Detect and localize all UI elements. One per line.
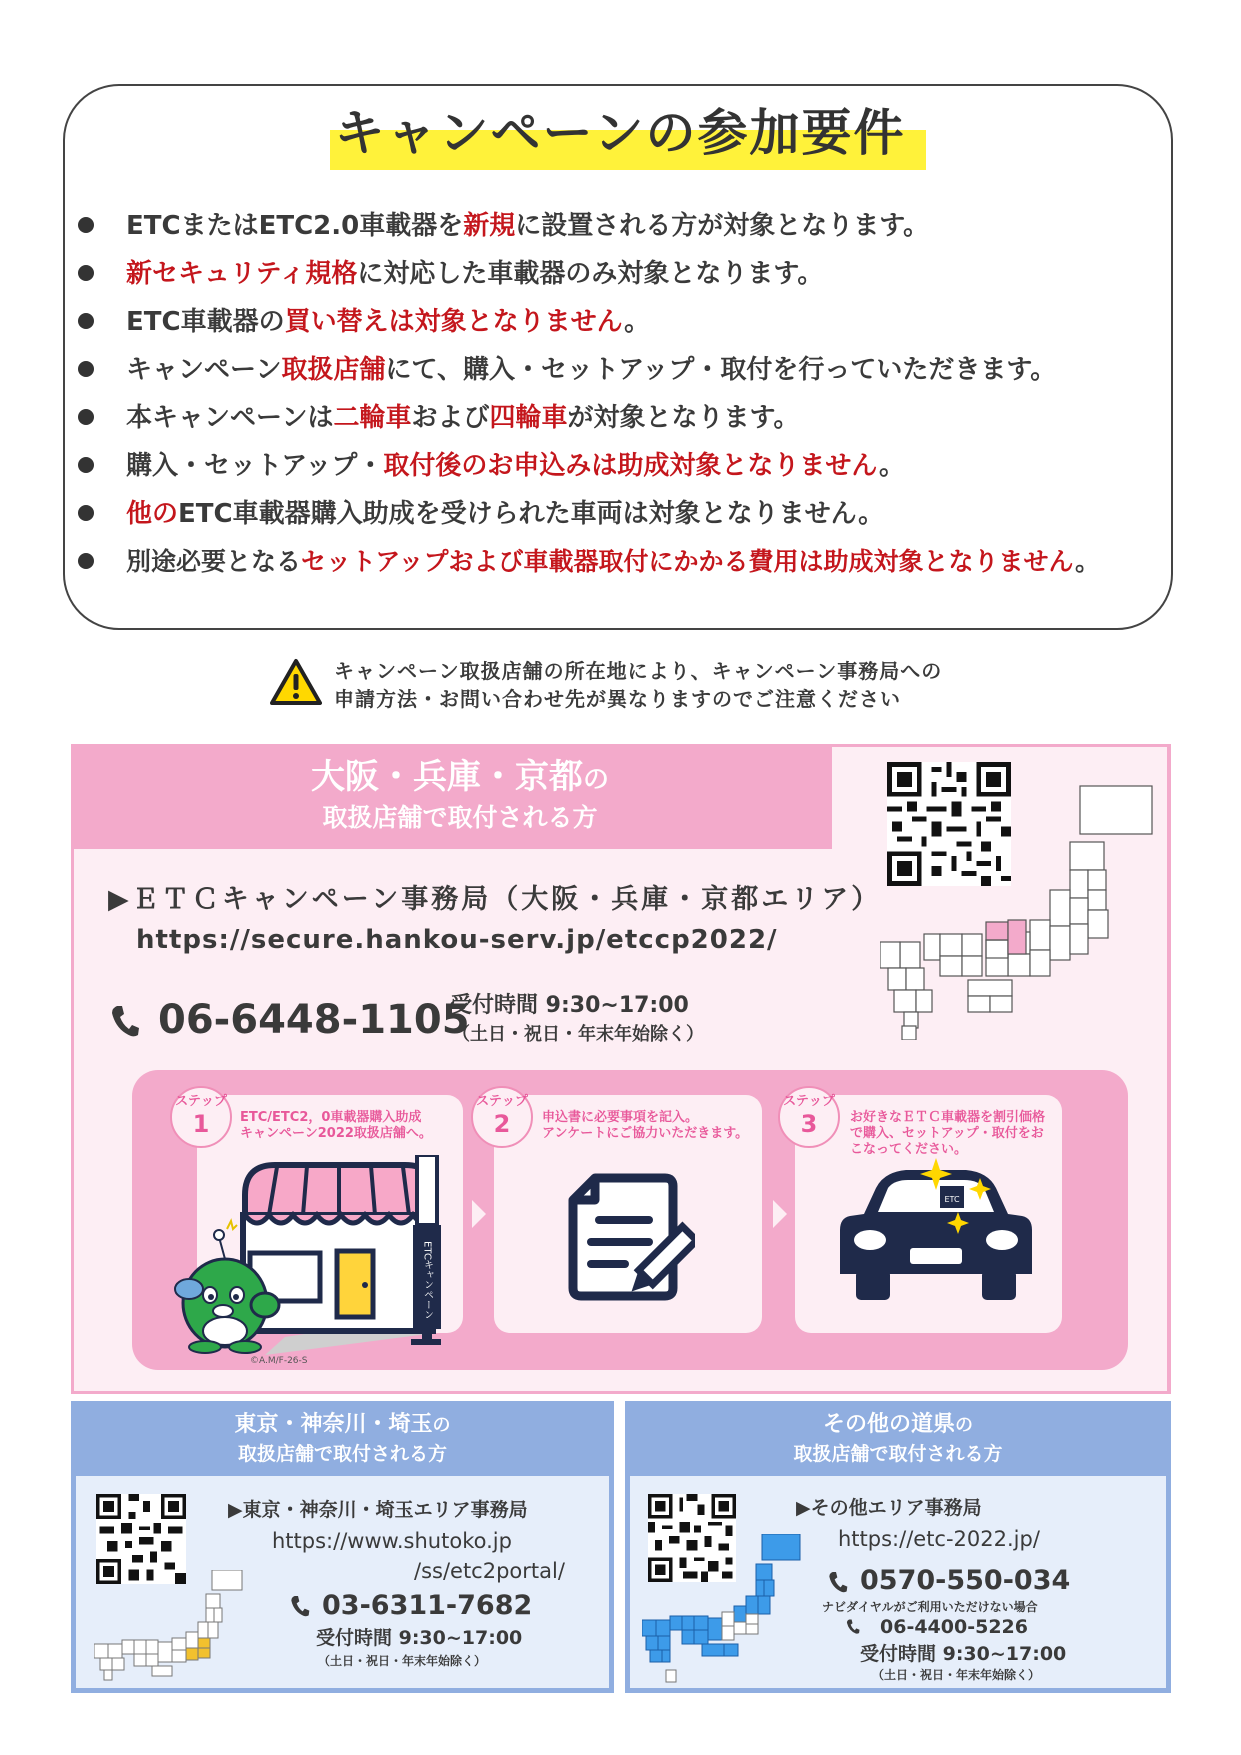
step-badge-3: ステップ 3 bbox=[778, 1086, 840, 1148]
car-illustration bbox=[836, 1158, 1036, 1308]
copyright-text: ©A.M/F-26-S bbox=[250, 1356, 308, 1366]
other-office-name: ▶その他エリア事務局 bbox=[796, 1497, 982, 1519]
phone-icon bbox=[290, 1594, 310, 1618]
tokyo-office-name: ▶東京・神奈川・埼玉エリア事務局 bbox=[228, 1499, 528, 1521]
osaka-office-name: ▶ＥＴＣキャンペーン事務局（大阪・兵庫・京都エリア） bbox=[108, 884, 882, 915]
document-pen-illustration bbox=[565, 1170, 695, 1310]
svg-text:ETC: ETC bbox=[944, 1195, 960, 1204]
step-badge-2: ステップ 2 bbox=[471, 1086, 533, 1148]
requirement-item: ETCまたはETC2.0車載器を新規に設置される方が対象となります。 bbox=[78, 206, 929, 246]
step-1-text: ETC/ETC2，0車載器購入助成 キャンペーン2022取扱店舗へ。 bbox=[240, 1110, 432, 1141]
osaka-holidays: （土日・祝日・年末年始除く） bbox=[452, 1024, 704, 1045]
osaka-hours: 受付時間 9:30~17:00 bbox=[450, 993, 689, 1018]
store-illustration bbox=[165, 1155, 460, 1355]
qr-code-osaka[interactable] bbox=[887, 762, 1011, 886]
phone-icon bbox=[846, 1618, 860, 1635]
tokyo-hours: 受付時間 9:30~17:00 bbox=[316, 1627, 523, 1649]
osaka-subtitle: 取扱店舗で取付される方 bbox=[322, 803, 598, 832]
phone-icon bbox=[110, 1004, 140, 1038]
other-subtitle: 取扱店舗で取付される方 bbox=[793, 1443, 1003, 1465]
other-hours: 受付時間 9:30~17:00 bbox=[860, 1643, 1067, 1665]
bullet-icon bbox=[78, 313, 94, 329]
navi-dial-note: ナビダイヤルがご利用いただけない場合 bbox=[822, 1600, 1038, 1614]
requirements-title: キャンペーンの参加要件 bbox=[334, 104, 906, 162]
requirement-item: 他のETC車載器購入助成を受けられた車両は対象となりません。 bbox=[78, 494, 884, 534]
requirement-item: 本キャンペーンは二輪車および四輪車が対象となります。 bbox=[78, 398, 799, 438]
tokyo-title: 東京・神奈川・埼玉の bbox=[234, 1412, 451, 1437]
bullet-icon bbox=[78, 217, 94, 233]
svg-text:ETCキャンペーン: ETCキャンペーン bbox=[421, 1241, 433, 1320]
tokyo-url-line1[interactable]: https://www.shutoko.jp bbox=[272, 1529, 512, 1553]
tokyo-phone-number[interactable]: 03-6311-7682 bbox=[322, 1590, 533, 1621]
step-3-text: お好きなＥＴＣ車載器を割引価格 で購入、セットアップ・取付をお こなってください。 bbox=[850, 1110, 1046, 1157]
other-title: その他の道県の bbox=[822, 1412, 973, 1437]
tokyo-url-line2[interactable]: /ss/etc2portal/ bbox=[414, 1559, 565, 1583]
requirement-item: 購入・セットアップ・取付後のお申込みは助成対象となりません。 bbox=[78, 446, 905, 486]
warning-icon bbox=[270, 658, 322, 706]
bullet-icon bbox=[78, 457, 94, 473]
requirement-item: ETC車載器の買い替えは対象となりません。 bbox=[78, 302, 650, 342]
requirement-item: 別途必要となるセットアップおよび車載器取付にかかる費用は助成対象となりません。 bbox=[78, 542, 1100, 582]
other-url-link[interactable]: https://etc-2022.jp/ bbox=[838, 1527, 1040, 1551]
bullet-icon bbox=[78, 553, 94, 569]
phone-icon bbox=[828, 1570, 848, 1594]
step-2-text: 申込書に必要事項を記入。 アンケートにご協力いただきます。 bbox=[542, 1110, 749, 1141]
tokyo-holidays: （土日・祝日・年末年始除く） bbox=[318, 1654, 487, 1668]
osaka-url-link[interactable]: https://secure.hankou-serv.jp/etccp2022/ bbox=[136, 925, 778, 955]
bullet-icon bbox=[78, 409, 94, 425]
japan-map-other bbox=[642, 1534, 802, 1684]
japan-map-tokyo bbox=[94, 1570, 244, 1682]
osaka-phone-number[interactable]: 06-6448-1105 bbox=[158, 997, 470, 1043]
requirement-item: 新セキュリティ規格に対応した車載器のみ対象となります。 bbox=[78, 254, 823, 294]
bullet-icon bbox=[78, 265, 94, 281]
arrow-right-icon bbox=[773, 1200, 787, 1228]
other-holidays: （土日・祝日・年末年始除く） bbox=[872, 1668, 1041, 1682]
arrow-right-icon bbox=[472, 1200, 486, 1228]
other-phone-number[interactable]: 0570-550-034 bbox=[860, 1565, 1071, 1596]
requirement-item: キャンペーン取扱店舗にて、購入・セットアップ・取付を行っていただきます。 bbox=[78, 350, 1056, 390]
other-phone-number-2[interactable]: 06-4400-5226 bbox=[880, 1616, 1028, 1638]
warning-text: キャンペーン取扱店舗の所在地により、キャンペーン事務局への 申請方法・お問い合わせ先が異なりますのでご注意ください bbox=[334, 659, 943, 711]
tokyo-subtitle: 取扱店舗で取付される方 bbox=[237, 1443, 447, 1465]
bullet-icon bbox=[78, 361, 94, 377]
osaka-title: 大阪・兵庫・京都の bbox=[310, 757, 609, 797]
bullet-icon bbox=[78, 505, 94, 521]
step-badge-1: ステップ 1 bbox=[170, 1086, 232, 1148]
